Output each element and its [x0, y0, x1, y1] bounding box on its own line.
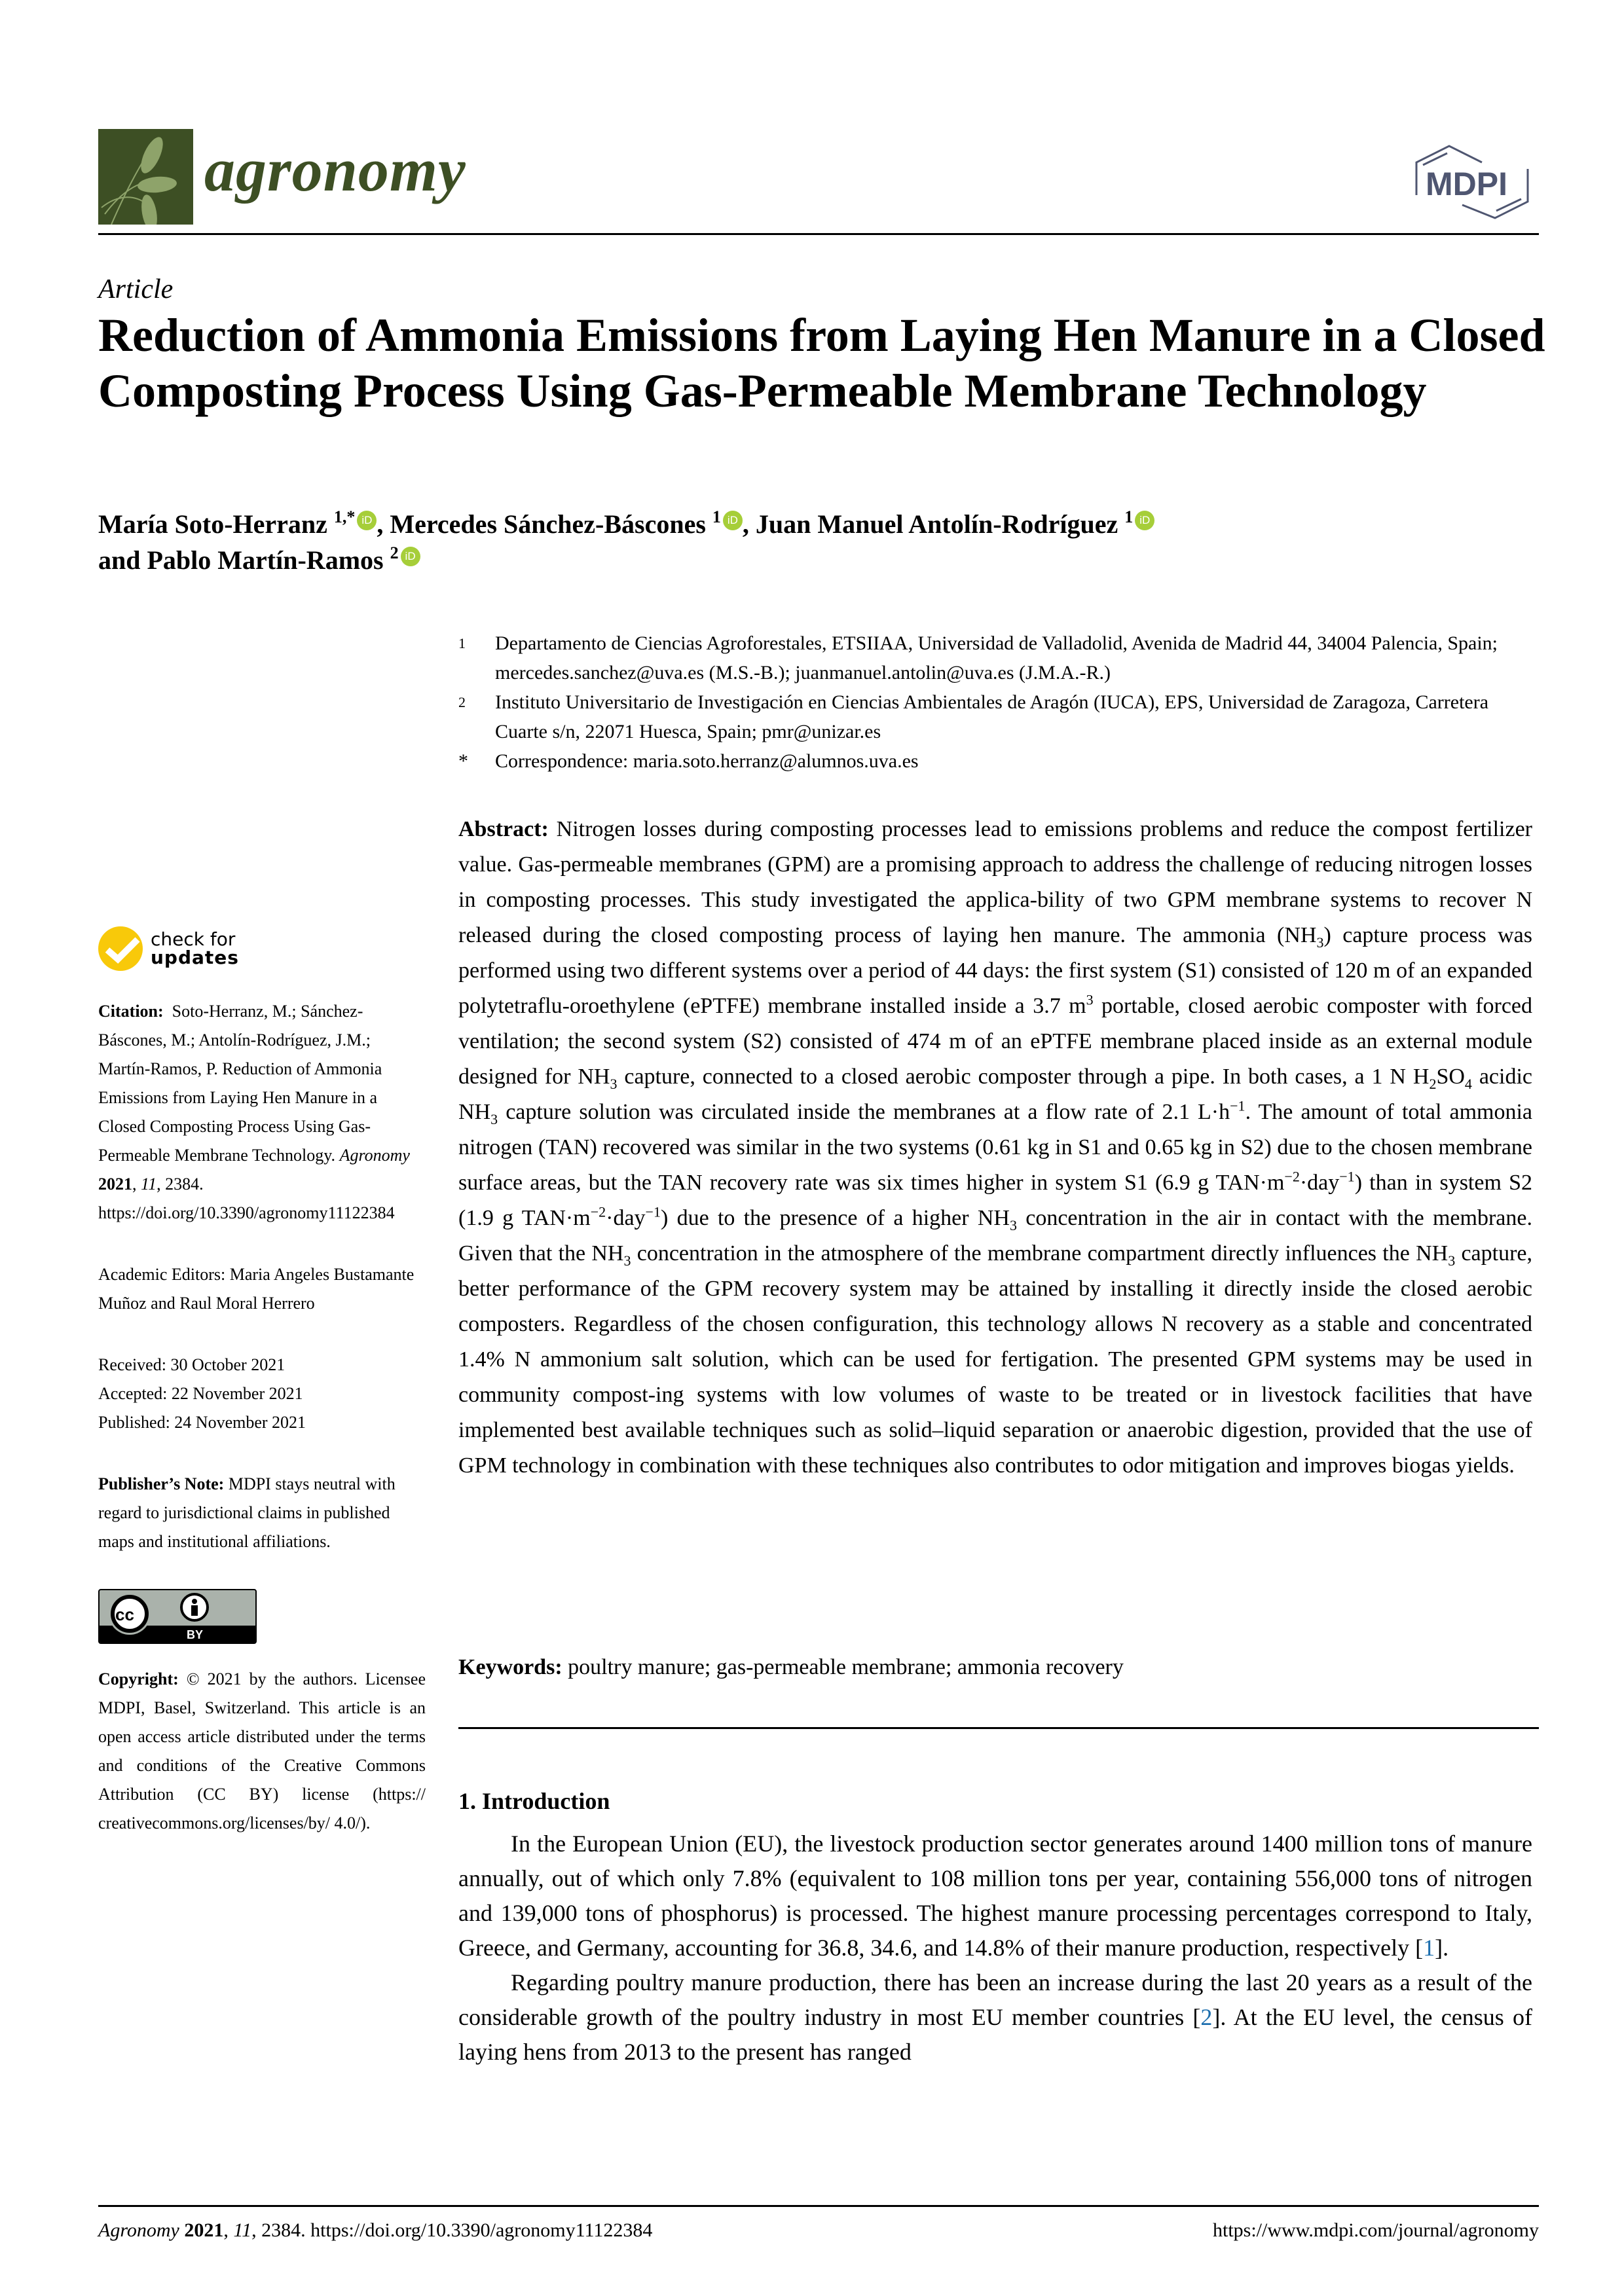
- abstract-label: Abstract:: [458, 817, 549, 841]
- affiliation-mark: 1: [458, 635, 466, 651]
- affiliation-text: Departamento de Ciencias Agroforestales, ETSIIAA, Universidad de Valladolid, Avenida de Madrid 44, 34004 Palencia, Spain; mercedes.sanchez@uva.es (M.S.-B.); juanmanuel.antolin@uva.es (J.M.A.-R.): [495, 632, 1498, 683]
- reference-link[interactable]: 1: [1423, 1935, 1435, 1961]
- citation: Citation: Soto-Herranz, M.; Sánchez-Báscones, M.; Antolín-Rodríguez, J.M.; Martín-Ramos, P. Reduction of Ammonia Emissions from Laying Hen Manure in a Closed Composting Process Using Gas-Permeable Membrane Technology. Agronomy 2021, 11, 2384. https://doi.org/10.3390/agronomy11122384: [98, 1002, 410, 1222]
- correspondence-text: Correspondence: maria.soto.herranz@alumnos.uva.es: [495, 750, 919, 772]
- publication-dates: [98, 1351, 426, 1437]
- orcid-icon[interactable]: iD: [1135, 511, 1154, 530]
- author-affiliation-mark: 1: [712, 507, 721, 526]
- introduction-body: [458, 1827, 1532, 2069]
- published-date: Published: 24 November 2021: [98, 1413, 306, 1432]
- check-for-updates-button[interactable]: check for updates: [98, 926, 426, 971]
- section-divider: [458, 1727, 1539, 1729]
- svg-text:BY: BY: [187, 1628, 204, 1641]
- affiliation-mark: 2: [458, 694, 466, 710]
- keywords-list: poultry manure; gas-permeable membrane; ammonia recovery: [568, 1655, 1124, 1679]
- svg-text:MDPI: MDPI: [1426, 166, 1507, 202]
- author-name[interactable]: María Soto-Herranz: [98, 509, 327, 539]
- publishers-note: Publisher’s Note: MDPI stays neutral with regard to jurisdictional claims in published maps and institutional affiliations.: [98, 1474, 396, 1551]
- author-affiliation-mark: 2: [390, 543, 399, 562]
- correspondence-mark: *: [458, 750, 468, 772]
- mdpi-logo[interactable]: [1411, 143, 1536, 220]
- journal-name: agronomy: [204, 136, 466, 204]
- copyright-notice: Copyright: © 2021 by the authors. Licensee MDPI, Basel, Switzerland. This article is an open access article distributed under the terms and conditions of the Creative Commons Attribution (CC BY) license (https:// creativecommons.org/licenses/by/ 4.0/).: [98, 1669, 426, 1832]
- cc-by-license-badge[interactable]: [98, 1589, 257, 1644]
- affiliations: [458, 629, 1539, 776]
- received-date: Received: 30 October 2021: [98, 1355, 286, 1374]
- footer-divider: [98, 2205, 1539, 2207]
- author-name[interactable]: Mercedes Sánchez-Báscones: [390, 509, 706, 539]
- orcid-icon[interactable]: iD: [723, 511, 743, 530]
- svg-text:cc: cc: [115, 1605, 134, 1624]
- author-name[interactable]: Juan Manuel Antolín-Rodríguez: [755, 509, 1118, 539]
- author-affiliation-mark: 1,*: [333, 507, 356, 526]
- sidebar: [98, 926, 426, 1870]
- article-type: Article: [98, 274, 174, 304]
- affiliation-item: [458, 687, 1539, 746]
- keywords: [458, 1650, 1532, 1685]
- doi-link[interactable]: , 2384. https://doi.org/10.3390/agronomy11122384: [98, 1175, 395, 1222]
- paragraph: Regarding poultry manure production, there has been an increase during the last 20 years as a result of the considerable growth of the poultry industry in most EU member countries [2]. At the EU level, the census of laying hens from 2013 to the present has ranged: [458, 1969, 1532, 2065]
- author-affiliation-mark: 1: [1124, 507, 1134, 526]
- orcid-icon[interactable]: iD: [357, 511, 377, 530]
- orcid-icon[interactable]: iD: [401, 547, 420, 566]
- reference-link[interactable]: 2: [1200, 2004, 1213, 2030]
- paragraph: In the European Union (EU), the livestock production sector generates around 1400 million tons of manure annually, out of which only 7.8% (equivalent to 108 million tons per year, containing 556,000 tons of nitrogen and 139,000 tons of phosphorus) is processed. The highest manure processing percentages correspond to Italy, Greece, and Germany, accounting for 36.8, 34.6, and 14.8% of their manure production, respectively [1].: [458, 1831, 1532, 1961]
- affiliation-item: [458, 629, 1539, 687]
- keywords-label: Keywords:: [458, 1655, 563, 1679]
- journal-logo-wheat-icon: [98, 129, 193, 225]
- author-list: María Soto-Herranz $^{1,*}$ iD , Mercedes Sánchez-Báscones $^1$ iD , Juan Manuel Antolín-Rodríguez $^1$ iD and Pablo Martín-Ramos $^2$ iD: [98, 506, 1539, 578]
- accepted-date: Accepted: 22 November 2021: [98, 1384, 303, 1403]
- checkmark-icon: [98, 926, 143, 971]
- header-divider: [98, 233, 1539, 235]
- affiliation-text: Instituto Universitario de Investigación en Ciencias Ambientales de Aragón (IUCA), EPS, Universidad de Zaragoza, Carretera Cuarte s/n, 22071 Huesca, Spain; pmr@unizar.es: [495, 691, 1489, 742]
- footer-journal-url[interactable]: https://www.mdpi.com/journal/agronomy: [1212, 2219, 1539, 2241]
- author-name[interactable]: Pablo Martín-Ramos: [147, 545, 384, 575]
- section-heading-introduction: 1. Introduction: [458, 1788, 610, 1814]
- article-title: Reduction of Ammonia Emissions from Laying Hen Manure in a Closed Composting Process Using Gas-Permeable Membrane Technology: [98, 309, 1545, 417]
- correspondence-item: [458, 746, 1539, 776]
- footer-doi-link[interactable]: , 2384. https://doi.org/10.3390/agronomy11122384: [251, 2219, 653, 2241]
- academic-editors: Academic Editors: Maria Angeles Bustamante Muñoz and Raul Moral Herrero: [98, 1265, 415, 1313]
- footer-citation: Agronomy 2021, 11, 2384. https://doi.org/10.3390/agronomy11122384: [98, 2219, 653, 2241]
- abstract: Abstract: Nitrogen losses during composting processes lead to emissions problems and reduce the compost fertilizer value. Gas-permeable membranes (GPM) are a promising approach to address the challenge of reducing nitrogen losses in composting processes. This study investigated the applica-bility of two GPM membrane systems to recover N released during the closed composting process of laying hen manure. The ammonia $(NH_3)$ capture process was performed using two different systems over a period of 44 days: the first system (S1) consisted of 120 m of an expanded polytetraflu-oroethylene (ePTFE) membrane installed inside a 3.7 $m^3$ portable, closed aerobic composter with forced ventilation; the second system (S2) consisted of 474 m of an ePTFE membrane placed inside as an external module designed for $NH_3$ capture, connected to a closed aerobic composter through a pipe. In both cases, a 1 N $H_2SO_4$ acidic $NH_3$ capture solution was circulated inside the membranes at a flow rate of 2.1 $L\cdot h^{-1}$. The amount of total ammonia nitrogen (TAN) recovered was similar in the two systems (0.61 kg in S1 and 0.65 kg in S2) due to the chosen membrane surface areas, but the TAN recovery rate was six times higher in system S1 (6.9 g $TAN\cdot m^{-2}\cdot day^{-1}$) than in system S2 (1.9 g $TAN\cdot m^{-2}\cdot day^{-1}$) due to the presence of a higher $NH_3$ concentration in the air in contact with the membrane. Given that the $NH_3$ concentration in the atmosphere of the membrane compartment directly influences the $NH_3$ capture, better performance of the GPM recovery system may be attained by installing it directly inside the closed aerobic composters. Regardless of the chosen configuration, this technology allows N recovery as a stable and concentrated 1.4% N ammonium salt solution, which can be used for fertigation. The presented GPM systems may be used in community compost-ing systems with low volumes of waste to be treated or in livestock facilities that have implemented best available techniques such as solid–liquid separation or anaerobic digestion, provided that the use of GPM technology in combination with these techniques also contributes to odor mitigation and improves biogas yields.: [458, 817, 1533, 1478]
